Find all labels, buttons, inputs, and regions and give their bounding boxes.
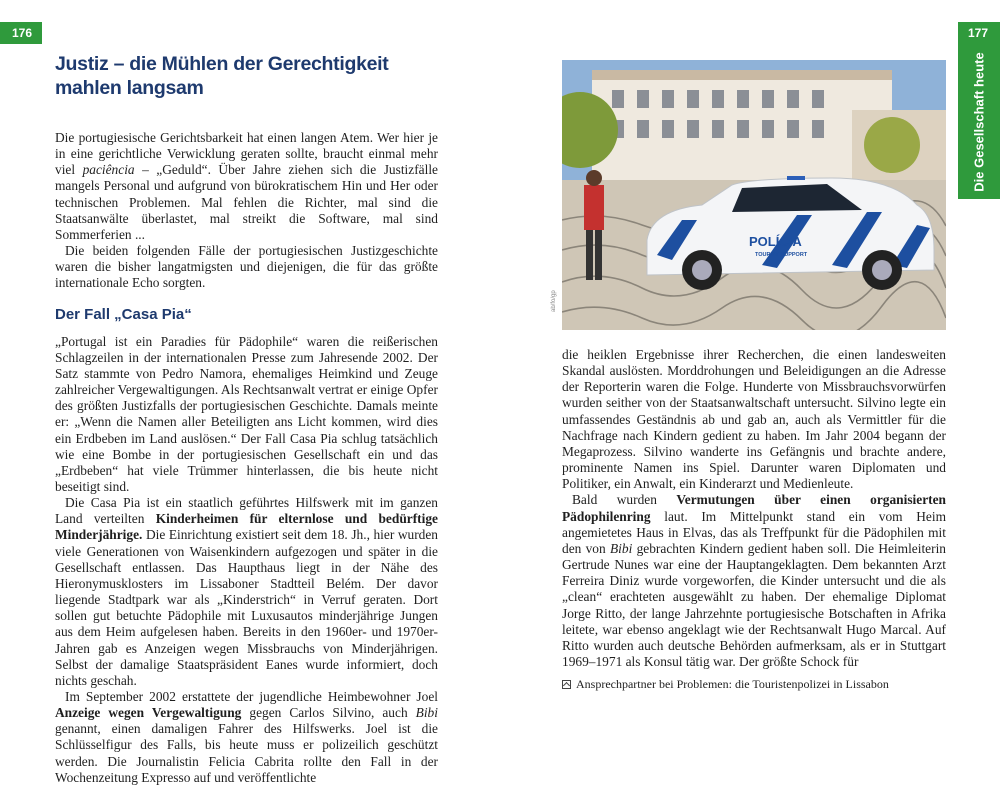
right-paragraph-2: Bald wurden Vermutungen über einen organisierten Pädophilenring laut. Im Mittelpunkt stand ein vom Heim angemietetes Haus in Elvas, das als Treffpunkt für die Pädophilen mit den von Bibi gebrachten Kindern gedient haben soll. Die Heimleiterin Gertrude Nunes war eine der Hauptangeklagten. Dem bekannten Arzt Ferreira Diniz wurde vorgeworfen, die Kinder untersucht und die als „clean“ erachteten ausgewählt zu haben. Der ehemalige Diplomat Jorge Ritto, der lange Jahrzehnte portugiesische Botschaften in Afrika leitete, war ebenso angeklagt wie der Rechtsanwalt Hugo Marcal. Auf Ritto wurden auch deutsche Behörden aufmerksam, als er in Stuttgart 1969–1971 als Konsul tätig war. Der größte Schock für (562, 492, 946, 669)
page-number-left: 176 (0, 22, 42, 44)
caption-text: Ansprechpartner bei Problemen: die Touristenpolizei in Lissabon (576, 677, 889, 691)
page-title: Justiz – die Mühlen der Gerechtigkeit mahlen langsam (55, 53, 389, 99)
chapter-title: Die Gesellschaft heute (971, 51, 987, 192)
caption-arrow-icon (562, 680, 571, 689)
tourist-police-photo (562, 60, 946, 330)
intro-paragraph-2: Die beiden folgenden Fälle der portugiesischen Justizgeschichte waren die bisher langatmigsten und diejenigen, die für das größte internationale Echo sorgten. (55, 243, 438, 291)
case-paragraph-3: Im September 2002 erstattete der jugendliche Heimbewohner Joel Anzeige wegen Vergewaltigung gegen Carlos Silvino, auch Bibi genannt, einen damaligen Fahrer des Hilfswerks. Joel ist die Schlüsselfigur des Falls, bis heute muss er polizeilich geschützt werden. Die Journalistin Felicia Cabrita rollte den Fall in der Wochenzeitung Expresso auf und veröffentlichte (55, 689, 438, 785)
photo-illustration (562, 60, 946, 330)
case-paragraph-1: „Portugal ist ein Paradies für Pädophile“ waren die reißerischen Schlagzeilen in der internationalen Presse zum Jahresende 2002. Der Satz stammte von Pedro Namora, ehemaliges Heimkind und Zeuge zahlreicher Vergewaltigungen. Als Rechtsanwalt vertrat er einige Opfer des größten Justizfalls der portugiesischen Geschichte. Damals meinte er: „Wenn die Namen aller Beteiligten ans Licht kommen, wird dies ein Erdbeben im Land auslösen.“ Der Fall Casa Pia schlug tatsächlich wie eine Bombe in der portugiesischen Gesellschaft ein und das „Erdbeben“ hat viele Trümmer hinterlassen, die bis heute nicht beseitigt sind. (55, 333, 438, 494)
right-paragraph-1: die heiklen Ergebnisse ihrer Recherchen, die einen landesweiten Skandal auslösten. Morddrohungen und Beleidigungen an die Adresse der Reporterin waren die Folge. Hunderte von Missbrauchsvorwürfen wurden seither von der Staatsanwaltschaft untersucht. Silvino legte ein umfassendes Geständnis ab und gab an, auch als Vermittler für die Nachfrage nach Kindern gedient zu haben. Im Jahr 2004 begann der Megaprozess. Silvino wanderte ins Gefängnis und brachte andere, prominente Namen ins Spiel. Darunter waren Diplomaten und Politiker, ein Anwalt, ein Kinderarzt und Medienleute. (562, 347, 946, 492)
case-paragraph-2: Die Casa Pia ist ein staatlich geführtes Hilfswerk mit im ganzen Land verteilten Kinderheimen für elternlose und bedürftige Minderjährige. Die Einrichtung existiert seit dem 18. Jh., hier wurden viele Generationen von Waisenkindern aufgezogen und später in die Gesellschaft entlassen. Das Haupthaus liegt in der Nähe des Hieronymusklosters im Lissaboner Stadtteil Belém. Der davor liegende Stadtpark war als „Kinderstrich“ in Verruf geraten. Dort sollen gut betuchte Pädophile mit Luxusautos minderjährige Jungen aus dem Heim aufgelesen haben. Bereits in den 1960er- und 1970er-Jahren gab es Anzeigen wegen Missbrauchs von Minderjährigen. Selbst der damalige Staatspräsident Eanes wurde informiert, doch nichts geschah. (55, 495, 438, 688)
right-column (562, 347, 946, 670)
chapter-side-tab (958, 44, 1000, 199)
photo-caption (562, 677, 889, 692)
photo-credit: ab/fo/gp (551, 290, 557, 312)
page-number-right: 177 (958, 22, 1000, 44)
intro-paragraph-1: Die portugiesische Gerichtsbarkeit hat einen langen Atem. Wer hier je in eine gerichtliche Verwicklung geraten sollte, braucht einmal mehr viel paciência – „Geduld“. Über Jahre ziehen sich die Justizfälle mangels Personal und aufgrund von bürokratischem Hin und Her oder technischen Problemen. Mal fehlen die Richter, mal sind die Staatsanwälte überlastet, mal streikt die Software, mal sind Sommerferien ... (55, 130, 438, 242)
section-heading: Der Fall „Casa Pia“ (55, 305, 192, 323)
car-police-text: POLÍCIA (749, 234, 802, 249)
left-column (55, 52, 438, 786)
car-police-subtext: TOURIST SUPPORT (755, 252, 808, 258)
